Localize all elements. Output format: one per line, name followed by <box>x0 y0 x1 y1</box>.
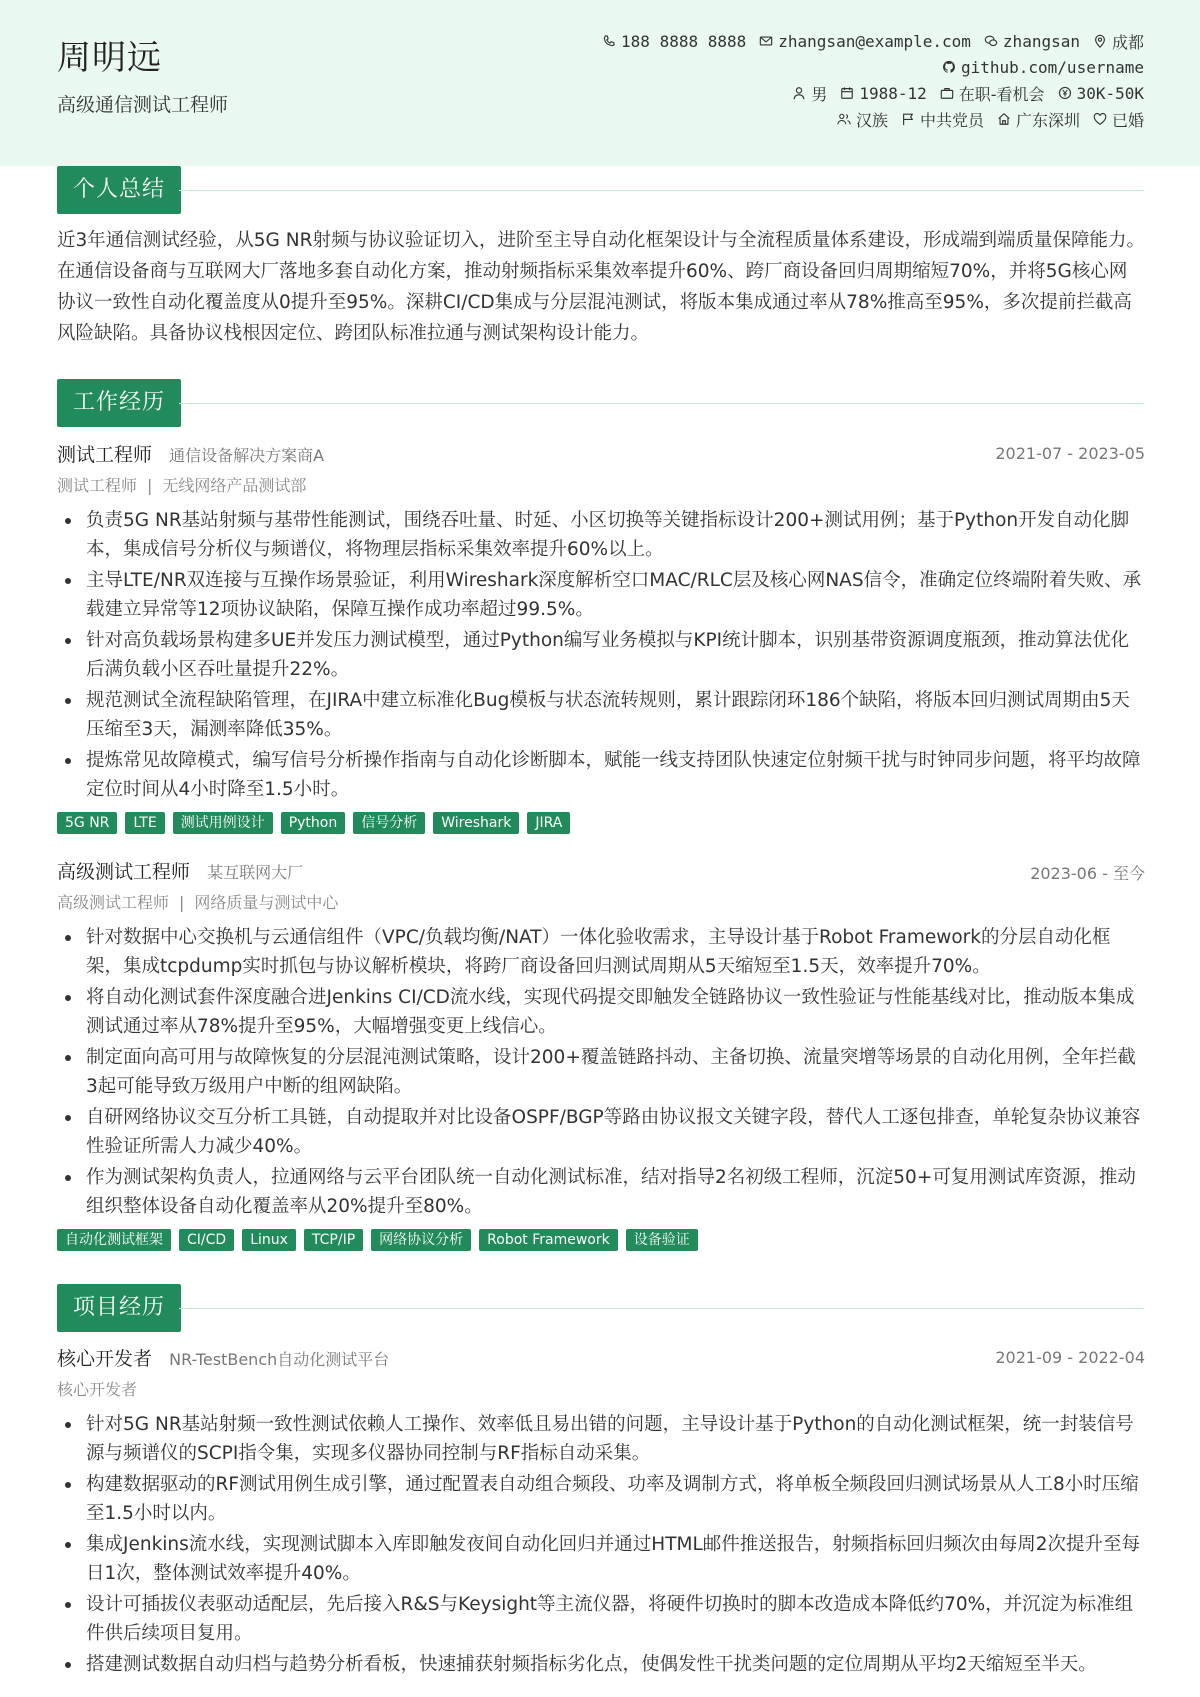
politics-text: 中共党员 <box>919 110 984 130</box>
phone-item[interactable] <box>602 32 746 51</box>
section-divider <box>179 1308 1144 1309</box>
entry-title-row <box>57 857 1145 887</box>
entry-subtitle <box>57 470 1145 502</box>
marital-item <box>1093 108 1144 131</box>
entry-title-row <box>57 440 1145 470</box>
calendar-icon <box>840 86 854 100</box>
mail-icon <box>759 34 773 48</box>
list-item: 将自动化测试套件深度融合进Jenkins CI/CD流水线，实现代码提交即触发全链路协议一致性验证与性能基线对比，推动版本集成测试通过率从78%提升至95%，大幅增强变更上线信心。 <box>57 983 1145 1041</box>
entry-position: 测试工程师 <box>57 476 138 495</box>
gender-text: 男 <box>811 84 828 104</box>
wechat-item[interactable] <box>984 32 1080 51</box>
email-text: zhangsan@example.com <box>778 31 971 51</box>
status-item <box>940 82 1045 105</box>
github-text: github.com/username <box>960 57 1144 77</box>
separator: | <box>147 476 153 495</box>
people-icon <box>837 112 851 126</box>
contact-line-4 <box>837 106 1144 132</box>
email-item[interactable] <box>759 32 971 51</box>
entry-position: 核心开发者 <box>57 1380 138 1399</box>
salary-icon <box>1058 86 1072 100</box>
wechat-text: zhangsan <box>1002 31 1080 51</box>
birth-text: 1988-12 <box>859 83 927 103</box>
status-text: 在职-看机会 <box>958 84 1045 104</box>
list-item: 自研网络协议交互分析工具链，自动提取并对比设备OSPF/BGP等路由协议报文关键字段，替代人工逐包排查，单轮复杂协议兼容性验证所需人力减少40%。 <box>57 1103 1145 1161</box>
summary-text: 近3年通信测试经验，从5G NR射频与协议验证切入，进阶至主导自动化框架设计与全流程质量体系建设，形成端到端质量保障能力。在通信设备商与互联网大厂落地多套自动化方案，推动射频指标采集效率提升60%、跨厂商设备回归周期缩短70%，并将5G核心网协议一致性自动化覆盖度从0提升至95%。深耕CI/CD集成与分层混沌测试，将版本集成通过率从78%推高至95%，多次提前拦截高风险缺陷。具备协议栈根因定位、跨团队标准拉通与测试架构设计能力。 <box>57 230 1145 344</box>
list-item: 针对数据中心交换机与云通信组件（VPC/负载均衡/NAT）一体化验收需求，主导设计基于Robot Framework的分层自动化框架，集成tcpdump实时抓包与协议解析模块，将跨厂商设备回归测试周期从5天缩短至1.5天，效率提升70%。 <box>57 923 1145 981</box>
candidate-title: 高级通信测试工程师 <box>57 94 229 116</box>
flag-icon <box>901 112 915 126</box>
salary-text: 30K-50K <box>1076 83 1144 103</box>
gender-item <box>792 82 827 105</box>
location-icon <box>1093 34 1107 48</box>
section-summary-title: 个人总结 <box>57 166 181 214</box>
skill-tag: LTE <box>125 812 164 834</box>
entry-company: 某互联网大厂 <box>207 863 304 882</box>
skill-tag: Wireshark <box>433 812 519 834</box>
project-entry-1 <box>57 1344 1145 1681</box>
entry-bullets <box>57 1410 1145 1679</box>
entry-role: 高级测试工程师 <box>57 861 191 883</box>
section-divider <box>179 403 1144 404</box>
entry-title-row <box>57 1344 1145 1374</box>
entry-date: 2021-07 - 2023-05 <box>995 444 1145 463</box>
list-item: 提炼常见故障模式，编写信号分析操作指南与自动化诊断脚本，赋能一线支持团队快速定位射频干扰与时钟同步问题，将平均故障定位时间从4小时降至1.5小时。 <box>57 746 1145 804</box>
section-divider <box>179 190 1144 191</box>
contact-line-3 <box>792 80 1144 106</box>
contact-line-1 <box>602 28 1144 54</box>
hometown-text: 广东深圳 <box>1015 110 1080 130</box>
location-item <box>1093 30 1144 53</box>
skill-tags <box>57 812 1145 834</box>
heart-icon <box>1093 112 1107 126</box>
skill-tag: 网络协议分析 <box>371 1229 471 1251</box>
skill-tag: Linux <box>242 1229 296 1251</box>
entry-subtitle <box>57 887 1145 919</box>
entry-role: 测试工程师 <box>57 444 153 466</box>
list-item: 针对高负载场景构建多UE并发压力测试模型，通过Python编写业务模拟与KPI统计脚本，识别基带资源调度瓶颈，推动算法优化后满负载小区吞吐量提升22%。 <box>57 626 1145 684</box>
skill-tag: Robot Framework <box>479 1229 618 1251</box>
skill-tags <box>57 1229 1145 1251</box>
user-icon <box>792 86 806 100</box>
list-item: 主导LTE/NR双连接与互操作场景验证，利用Wireshark深度解析空口MAC/RLC层及核心网NAS信令，准确定位终端附着失败、承载建立异常等12项协议缺陷，保障互操作成功率超过99.5%。 <box>57 566 1145 624</box>
ethnicity-item <box>837 108 888 131</box>
list-item: 构建数据驱动的RF测试用例生成引擎，通过配置表自动组合频段、功率及调制方式，将单板全频段回归测试场景从人工8小时压缩至1.5小时以内。 <box>57 1470 1145 1528</box>
section-work-title: 工作经历 <box>57 379 181 427</box>
entry-department: 无线网络产品测试部 <box>162 476 307 495</box>
entry-date: 2023-06 - 至今 <box>1030 864 1145 883</box>
skill-tag: CI/CD <box>179 1229 234 1251</box>
github-item[interactable] <box>942 58 1144 77</box>
politics-item <box>901 108 984 131</box>
work-entry-1 <box>57 440 1145 834</box>
entry-position: 高级测试工程师 <box>57 893 170 912</box>
list-item: 设计可插拔仪表驱动适配层，先后接入R&S与Keysight等主流仪器，将硬件切换时的脚本改造成本降低约70%，并沉淀为标准组件供后续项目复用。 <box>57 1590 1145 1648</box>
section-projects-header <box>57 1284 1144 1332</box>
entry-subtitle <box>57 1374 1145 1406</box>
entry-date: 2021-09 - 2022-04 <box>995 1348 1145 1367</box>
section-projects-title: 项目经历 <box>57 1284 181 1332</box>
entry-company: 通信设备解决方案商A <box>169 446 325 465</box>
phone-text: 188 8888 8888 <box>621 31 747 51</box>
entry-bullets <box>57 923 1145 1221</box>
skill-tag: 5G NR <box>57 812 117 834</box>
github-icon <box>942 60 956 74</box>
marital-text: 已婚 <box>1111 110 1144 130</box>
hometown-item <box>997 108 1080 131</box>
list-item: 制定面向高可用与故障恢复的分层混沌测试策略，设计200+覆盖链路抖动、主备切换、流量突增等场景的自动化用例，全年拦截3起可能导致万级用户中断的组网缺陷。 <box>57 1043 1145 1101</box>
list-item: 规范测试全流程缺陷管理，在JIRA中建立标准化Bug模板与状态流转规则，累计跟踪闭环186个缺陷，将版本回归测试周期由5天压缩至3天，漏测率降低35%。 <box>57 686 1145 744</box>
home-icon <box>997 112 1011 126</box>
briefcase-icon <box>940 86 954 100</box>
section-work-header <box>57 379 1144 427</box>
skill-tag: 测试用例设计 <box>173 812 273 834</box>
skill-tag: 自动化测试框架 <box>57 1229 171 1251</box>
wechat-icon <box>984 34 998 48</box>
birth-item <box>840 84 926 103</box>
candidate-name: 周明远 <box>57 38 162 78</box>
list-item: 针对5G NR基站射频一致性测试依赖人工操作、效率低且易出错的问题，主导设计基于Python的自动化测试框架，统一封装信号源与频谱仪的SCPI指令集，实现多仪器协同控制与RF指标自动采集。 <box>57 1410 1145 1468</box>
list-item: 负责5G NR基站射频与基带性能测试，围绕吞吐量、时延、小区切换等关键指标设计200+测试用例；基于Python开发自动化脚本，集成信号分析仪与频谱仪，将物理层指标采集效率提升60%以上。 <box>57 506 1145 564</box>
list-item: 搭建测试数据自动归档与趋势分析看板，快速捕获射频指标劣化点，使偶发性干扰类问题的定位周期从平均2天缩短至半天。 <box>57 1650 1145 1679</box>
skill-tag: 设备验证 <box>626 1229 698 1251</box>
section-summary-header <box>57 166 1144 214</box>
skill-tag: Python <box>281 812 346 834</box>
skill-tag: TCP/IP <box>304 1229 363 1251</box>
entry-project-name: NR-TestBench自动化测试平台 <box>169 1350 390 1369</box>
entry-department: 网络质量与测试中心 <box>194 893 339 912</box>
location-text: 成都 <box>1111 32 1144 52</box>
ethnicity-text: 汉族 <box>855 110 888 130</box>
list-item: 作为测试架构负责人，拉通网络与云平台团队统一自动化测试标准，结对指导2名初级工程师，沉淀50+可复用测试库资源，推动组织整体设备自动化覆盖率从20%提升至80%。 <box>57 1163 1145 1221</box>
skill-tag: 信号分析 <box>353 812 425 834</box>
list-item: 集成Jenkins流水线，实现测试脚本入库即触发夜间自动化回归并通过HTML邮件推送报告，射频指标回归频次由每周2次提升至每日1次，整体测试效率提升40%。 <box>57 1530 1145 1588</box>
separator: | <box>179 893 185 912</box>
salary-item <box>1058 84 1144 103</box>
entry-bullets <box>57 506 1145 804</box>
skill-tag: JIRA <box>527 812 570 834</box>
phone-icon <box>602 34 616 48</box>
entry-role: 核心开发者 <box>57 1348 153 1370</box>
work-entry-2 <box>57 857 1145 1251</box>
contact-line-2 <box>942 54 1144 80</box>
